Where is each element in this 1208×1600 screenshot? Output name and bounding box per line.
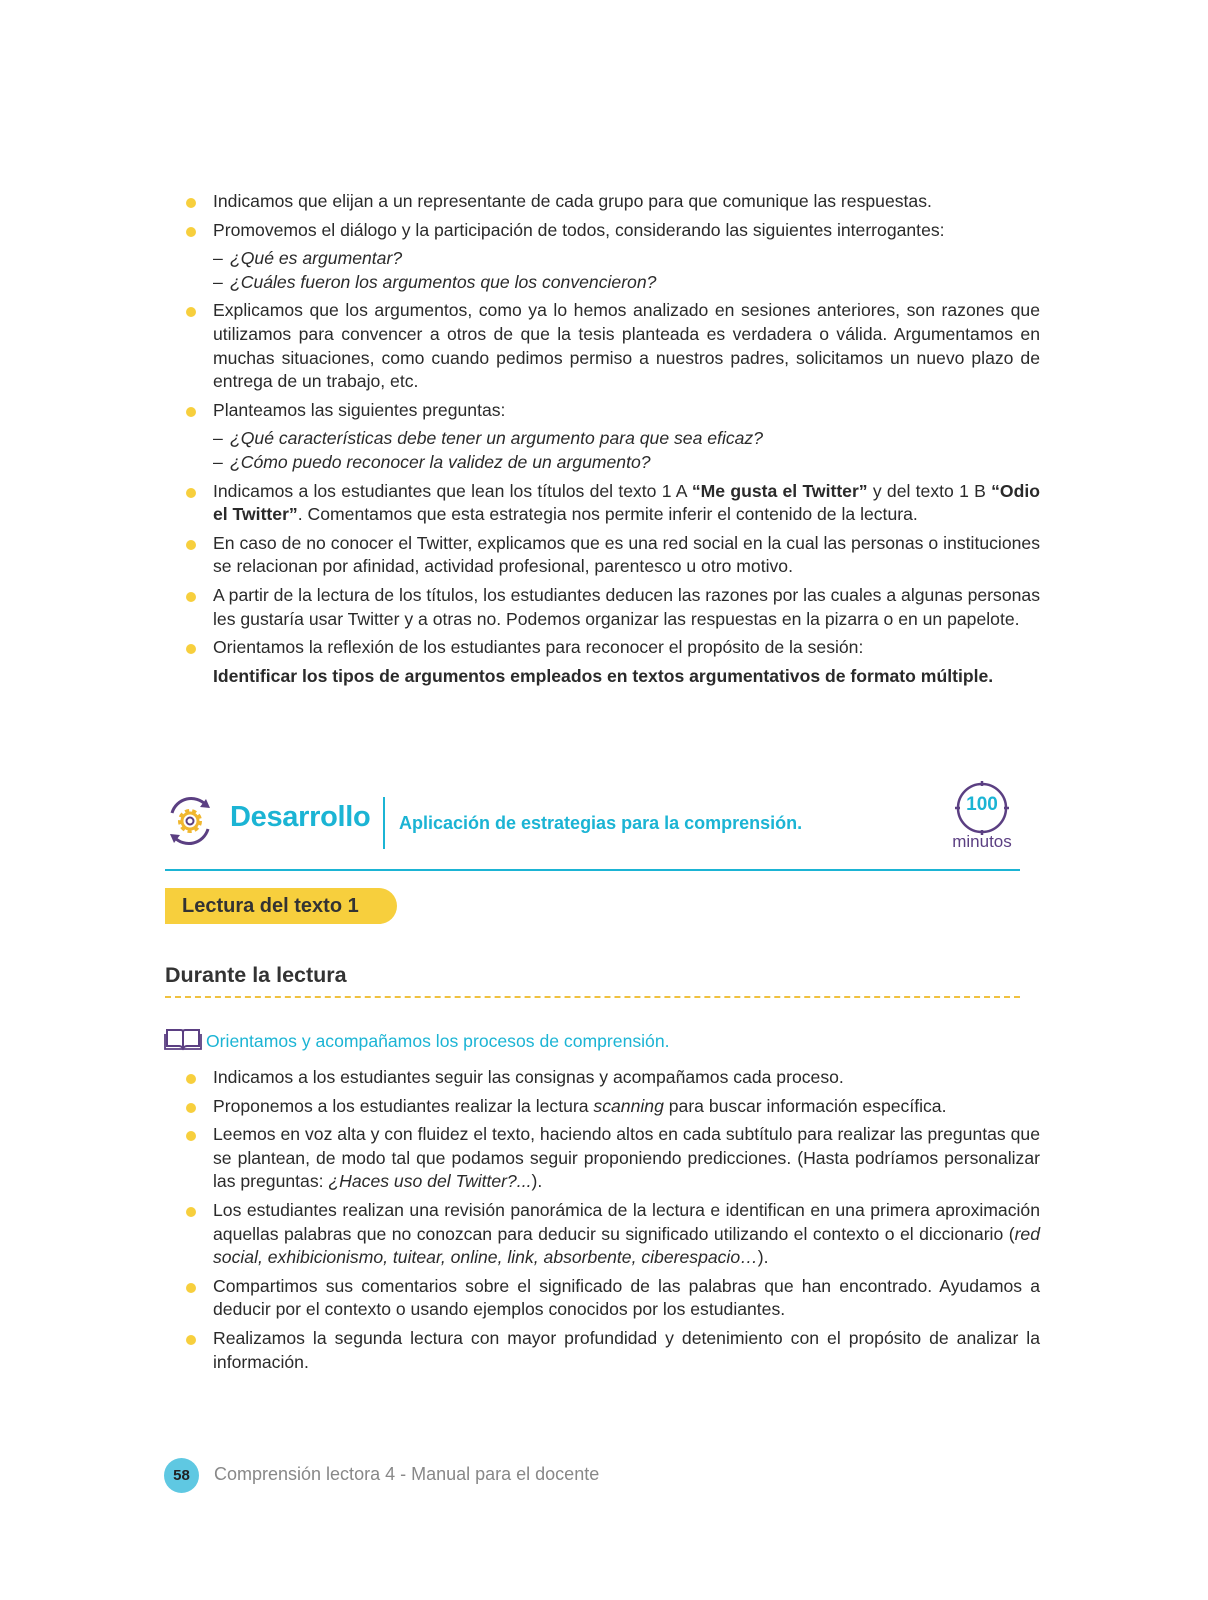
timer-unit: minutos	[952, 832, 1012, 851]
section-title: Desarrollo	[230, 801, 371, 833]
list-item: Compartimos sus comentarios sobre el significado de las palabras que han encontrado. Ayudamos a deducir por el contexto o usando ejemplos conocidos por los estudiantes.	[186, 1275, 1040, 1322]
list-item: En caso de no conocer el Twitter, explicamos que es una red social en la cual las personas o instituciones se relacionan por afinidad, actividad profesional, parentesco u otro motivo.	[186, 532, 1040, 579]
footer-text: Comprensión lectora 4 - Manual para el docente	[214, 1464, 600, 1484]
sub-question: – ¿Cómo puedo reconocer la validez de un argumento?	[213, 451, 651, 472]
text-title-b: “Odio el Twitter”	[213, 480, 1040, 525]
bullet-dot-icon	[186, 488, 196, 498]
list-item: Los estudiantes realizan una revisión panorámica de la lectura e identifican en una primera aproximación aquellas palabras que no conozcan para deducir su significado utilizando el contexto o el diccionario (red social, exhibicionismo, tuitear, online, link, absorbente, ciberespacio…).	[186, 1199, 1040, 1270]
book-icon	[164, 1027, 202, 1051]
bullet-dot-icon	[186, 592, 196, 602]
sub-question: – ¿Cuáles fueron los argumentos que los convencieron?	[213, 271, 657, 292]
list-item: Promovemos el diálogo y la participación de todos, considerando las siguientes interrogantes: – ¿Qué es argumentar? – ¿Cuáles fueron los argumentos que los convencieron?	[186, 219, 1040, 295]
subsection-heading: Durante la lectura	[165, 963, 347, 987]
dashed-divider	[165, 996, 1020, 998]
list-item: Leemos en voz alta y con fluidez el texto, haciendo altos en cada subtítulo para realizar las preguntas que se plantean, de modo tal que podamos seguir proponiendo predicciones. (Hasta podríamos personalizar las preguntas: ¿Haces uso del Twitter?...).	[186, 1123, 1040, 1194]
list-item: Indicamos que elijan a un representante de cada grupo para que comunique las respuestas.	[186, 190, 1040, 214]
list-item: Planteamos las siguientes preguntas: – ¿Qué características debe tener un argumento para que sea eficaz? – ¿Cómo puedo reconocer la validez de un argumento?	[186, 399, 1040, 475]
bullet-dot-icon	[186, 1207, 196, 1217]
reading-tag: Lectura del texto 1	[165, 888, 397, 924]
list-item: Orientamos la reflexión de los estudiantes para reconocer el propósito de la sesión: Identificar los tipos de argumentos empleados en textos argumentativos de formato múltiple.	[186, 636, 1040, 688]
session-objective: Identificar los tipos de argumentos empleados en textos argumentativos de formato múltiple.	[213, 665, 994, 686]
bullet-dot-icon	[186, 407, 196, 417]
list-item: Indicamos a los estudiantes que lean los títulos del texto 1 A “Me gusta el Twitter” y del texto 1 B “Odio el Twitter”. Comentamos que esta estrategia nos permite inferir el contenido de la lectura.	[186, 480, 1040, 527]
bullet-dot-icon	[186, 1283, 196, 1293]
bullet-dot-icon	[186, 1074, 196, 1084]
list-item: Indicamos a los estudiantes seguir las consignas y acompañamos cada proceso.	[186, 1066, 1040, 1090]
bullet-dot-icon	[186, 227, 196, 237]
list-item: A partir de la lectura de los títulos, los estudiantes deducen las razones por las cuales a algunas personas les gustaría usar Twitter y a otras no. Podemos organizar las respuestas en la pizarra o en un papelote.	[186, 584, 1040, 631]
page-number: 58	[164, 1458, 199, 1493]
section-rule	[165, 869, 1020, 871]
section-subtitle: Aplicación de estrategias para la comprensión.	[399, 813, 803, 833]
sub-question-list	[213, 247, 1040, 294]
top-bullet-list	[186, 190, 1040, 693]
bullet-dot-icon	[186, 1335, 196, 1345]
guidance-line: Orientamos y acompañamos los procesos de comprensión.	[206, 1031, 670, 1051]
list-item: Proponemos a los estudiantes realizar la lectura scanning para buscar información específica.	[186, 1095, 1040, 1119]
sub-question: – ¿Qué es argumentar?	[213, 248, 403, 269]
gear-refresh-icon	[162, 793, 218, 849]
sub-question: – ¿Qué características debe tener un argumento para que sea eficaz?	[213, 428, 764, 449]
bullet-dot-icon	[186, 644, 196, 654]
bullet-dot-icon	[186, 540, 196, 550]
bullet-dot-icon	[186, 307, 196, 317]
bullet-dot-icon	[186, 198, 196, 208]
bullet-dot-icon	[186, 1131, 196, 1141]
text-title-a: “Me gusta el Twitter”	[691, 480, 868, 501]
sub-question-list	[213, 427, 1040, 474]
bullet-dot-icon	[186, 1103, 196, 1113]
timer-value: 100	[966, 794, 998, 815]
bottom-bullet-list	[186, 1066, 1040, 1379]
title-divider	[383, 797, 385, 849]
list-item: Realizamos la segunda lectura con mayor profundidad y detenimiento con el propósito de analizar la información.	[186, 1327, 1040, 1374]
list-item: Explicamos que los argumentos, como ya lo hemos analizado en sesiones anteriores, son razones que utilizamos para convencer a otros de que la tesis planteada es verdadera o válida. Argumentamos en muchas situaciones, como cuando pedimos permiso a nuestros padres, solicitamos un nuevo plazo de entrega de un trabajo, etc.	[186, 299, 1040, 393]
